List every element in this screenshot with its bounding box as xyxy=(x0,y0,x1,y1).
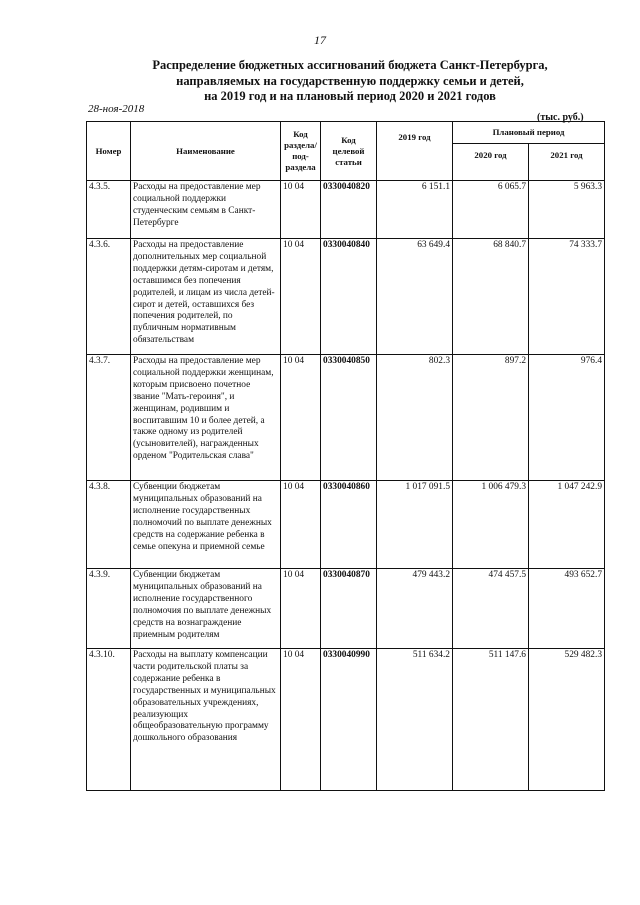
header-section-code xyxy=(281,122,321,181)
document-title xyxy=(130,58,570,105)
row-section-code: 10 04 xyxy=(281,239,321,355)
row-target-code: 0330040850 xyxy=(321,355,377,481)
header-target-line: Код xyxy=(341,134,356,145)
row-amount-2021: 1 047 242.9 xyxy=(529,481,605,569)
row-amount-2019: 511 634.2 xyxy=(377,649,453,791)
table-row xyxy=(87,181,605,239)
row-amount-2019: 63 649.4 xyxy=(377,239,453,355)
header-section-line: раздела/ xyxy=(284,140,317,150)
header-section-line: Код xyxy=(293,129,308,139)
document-date: 28-ноя-2018 xyxy=(88,103,145,115)
row-section-code: 10 04 xyxy=(281,649,321,791)
row-section-code: 10 04 xyxy=(281,569,321,649)
row-amount-2021: 976.4 xyxy=(529,355,605,481)
row-amount-2020: 511 147.6 xyxy=(453,649,529,791)
header-number: Номер xyxy=(87,122,131,181)
header-2021: 2021 год xyxy=(529,144,605,181)
table-row xyxy=(87,481,605,569)
title-line-3: на 2019 год и на плановый период 2020 и 2021 годов xyxy=(204,89,496,103)
row-number: 4.3.7. xyxy=(87,355,131,481)
table-row xyxy=(87,239,605,355)
row-number: 4.3.10. xyxy=(87,649,131,791)
page-number: 17 xyxy=(314,33,326,47)
row-name: Субвенции бюджетам муниципальных образований на исполнение государственных полномочий по выплате денежных средств на содержание ребенка в семье опекуна и приемной семье xyxy=(131,481,281,569)
table-row xyxy=(87,569,605,649)
title-line-1: Распределение бюджетных ассигнований бюджета Санкт-Петербурга, xyxy=(152,58,548,72)
row-amount-2020: 1 006 479.3 xyxy=(453,481,529,569)
header-target-line: целевой xyxy=(332,145,365,156)
header-section-line: под- xyxy=(292,151,309,161)
row-amount-2019: 479 443.2 xyxy=(377,569,453,649)
header-target-line: статьи xyxy=(335,156,362,167)
row-amount-2021: 5 963.3 xyxy=(529,181,605,239)
row-number: 4.3.5. xyxy=(87,181,131,239)
title-line-2: направляемых на государственную поддержку семьи и детей, xyxy=(176,73,524,88)
row-number: 4.3.6. xyxy=(87,239,131,355)
row-section-code: 10 04 xyxy=(281,355,321,481)
header-name: Наименование xyxy=(131,122,281,181)
row-amount-2020: 68 840.7 xyxy=(453,239,529,355)
row-amount-2020: 6 065.7 xyxy=(453,181,529,239)
header-2020: 2020 год xyxy=(453,144,529,181)
row-amount-2020: 474 457.5 xyxy=(453,569,529,649)
row-number: 4.3.8. xyxy=(87,481,131,569)
row-target-code: 0330040870 xyxy=(321,569,377,649)
header-planned-period: Плановый период xyxy=(453,122,605,144)
row-amount-2021: 493 652.7 xyxy=(529,569,605,649)
budget-table xyxy=(86,121,605,791)
row-name: Расходы на предоставление мер социальной поддержки студенческим семьям в Санкт-Петербурге xyxy=(131,181,281,239)
row-amount-2021: 74 333.7 xyxy=(529,239,605,355)
row-section-code: 10 04 xyxy=(281,481,321,569)
row-name: Субвенции бюджетам муниципальных образований на исполнение государственного полномочия по выплате денежных средств на вознаграждение приемным родителям xyxy=(131,569,281,649)
header-section-line: раздела xyxy=(285,162,316,172)
header-2019: 2019 год xyxy=(377,122,453,181)
row-number: 4.3.9. xyxy=(87,569,131,649)
row-name: Расходы на предоставление мер социальной поддержки женщинам, которым присвоено почетное звание "Мать-героиня", и женщинам, родившим и воспитавшим 10 и более детей, а также одному из родителей (усыновителей), награжденных орденом "Родительская слава" xyxy=(131,355,281,481)
header-target-code xyxy=(321,122,377,181)
row-target-code: 0330040990 xyxy=(321,649,377,791)
units-label: (тыс. руб.) xyxy=(537,112,584,123)
row-name: Расходы на предоставление дополнительных мер социальной поддержки детям-сиротам и детям, оставшимся без попечения родителей, и лицам из числа детей-сирот и детей, оставшихся без попечения родителей, по публичным нормативным обязательствам xyxy=(131,239,281,355)
row-amount-2020: 897.2 xyxy=(453,355,529,481)
table-row xyxy=(87,355,605,481)
row-name: Расходы на выплату компенсации части родительской платы за содержание ребенка в государственных и муниципальных образовательных учреждениях, реализующих общеобразовательную программу дошкольного образования xyxy=(131,649,281,791)
row-amount-2021: 529 482.3 xyxy=(529,649,605,791)
row-target-code: 0330040820 xyxy=(321,181,377,239)
row-amount-2019: 802.3 xyxy=(377,355,453,481)
row-section-code: 10 04 xyxy=(281,181,321,239)
row-amount-2019: 6 151.1 xyxy=(377,181,453,239)
row-target-code: 0330040860 xyxy=(321,481,377,569)
row-target-code: 0330040840 xyxy=(321,239,377,355)
table-row xyxy=(87,649,605,791)
row-amount-2019: 1 017 091.5 xyxy=(377,481,453,569)
